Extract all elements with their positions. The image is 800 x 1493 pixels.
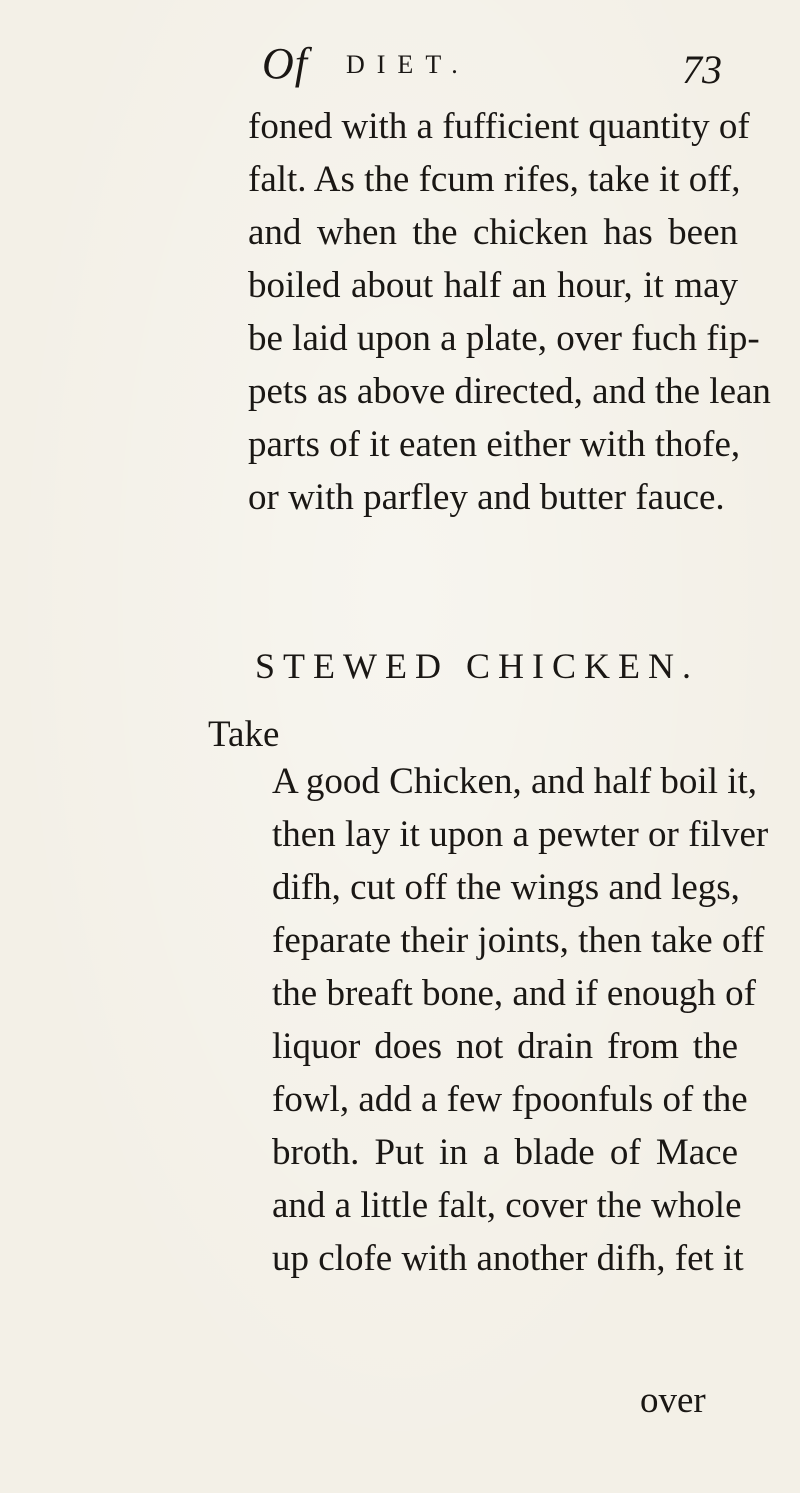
page-number: 73	[682, 47, 722, 92]
text-line: parts of it eaten either with thofe,	[248, 424, 741, 465]
text-line: boiled about half an hour, it may	[248, 265, 738, 306]
text-line: or with parfley and butter fauce.	[248, 477, 725, 518]
paragraph-continuation	[248, 100, 771, 524]
recipe-paragraph	[272, 755, 769, 1285]
text-line: the breaft bone, and if enough of	[272, 973, 756, 1014]
take-word: Take	[208, 714, 280, 755]
catchword: over	[640, 1380, 706, 1421]
text-line: be laid upon a plate, over fuch fip-	[248, 318, 760, 359]
text-line: feparate their joints, then take off	[272, 920, 765, 961]
text-line: difh, cut off the wings and legs,	[272, 867, 740, 908]
header-of: Of	[262, 39, 308, 88]
section-heading: STEWED CHICKEN.	[255, 646, 699, 686]
text-line: and when the chicken has been	[248, 212, 738, 253]
text-line: falt. As the fcum rifes, take it off,	[248, 159, 741, 200]
text-line: fowl, add a few fpoonfuls of the	[272, 1079, 748, 1120]
text-line: up clofe with another difh, fet it	[272, 1238, 744, 1279]
header-title: DIET.	[346, 50, 470, 79]
text-line: liquor does not drain from the	[272, 1026, 738, 1067]
text-line: foned with a fufficient quantity of	[248, 106, 750, 147]
text-line: pets as above directed, and the lean	[248, 371, 771, 412]
text-line: and a little falt, cover the whole	[272, 1185, 742, 1226]
text-line: then lay it upon a pewter or filver	[272, 814, 769, 855]
running-header	[262, 38, 722, 98]
text-line: broth. Put in a blade of Mace	[272, 1132, 738, 1173]
text-line: A good Chicken, and half boil it,	[272, 761, 758, 802]
